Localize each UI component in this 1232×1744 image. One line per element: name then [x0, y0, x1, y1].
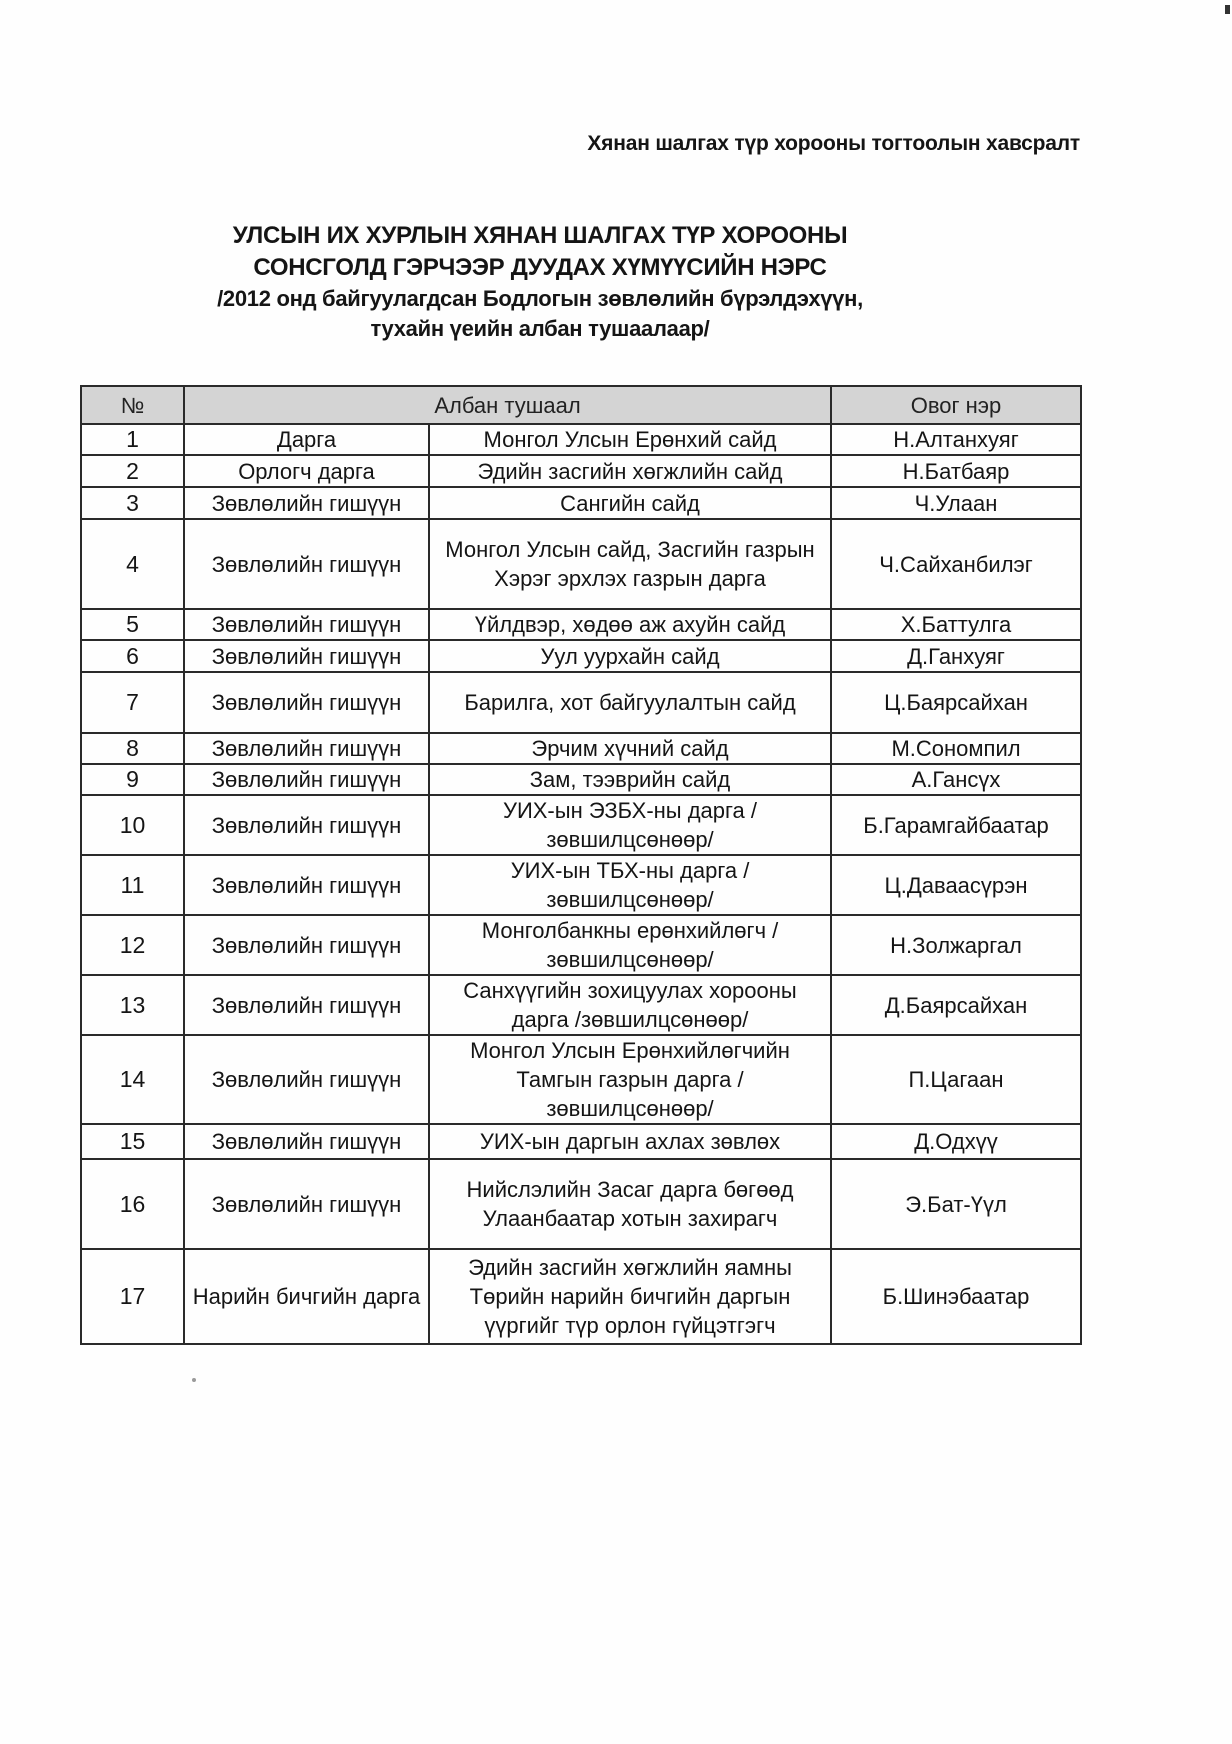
row-name: Д.Одхүү: [831, 1124, 1081, 1159]
table-row: [81, 1035, 1081, 1124]
row-position: Эдийн засгийн хөгжлийн яамны Төрийн нарийн бичгийн даргын үүргийг түр орлон гүйцэтгэгч: [429, 1249, 831, 1344]
document-title: [160, 220, 920, 344]
row-role: Зөвлөлийн гишүүн: [184, 855, 429, 915]
table-row: [81, 519, 1081, 609]
row-number: 13: [81, 975, 184, 1035]
row-position: Монгол Улсын сайд, Засгийн газрын Хэрэг эрхлэх газрын дарга: [429, 519, 831, 609]
row-name: А.Гансүх: [831, 764, 1081, 795]
row-name: Ч.Улаан: [831, 487, 1081, 519]
row-role: Дарга: [184, 424, 429, 455]
row-number: 11: [81, 855, 184, 915]
row-role: Зөвлөлийн гишүүн: [184, 1035, 429, 1124]
row-role: Зөвлөлийн гишүүн: [184, 764, 429, 795]
row-role: Зөвлөлийн гишүүн: [184, 795, 429, 855]
row-position: Зам, тээврийн сайд: [429, 764, 831, 795]
row-number: 5: [81, 609, 184, 640]
row-number: 9: [81, 764, 184, 795]
subtitle-line-2: тухайн үеийн албан тушаалаар/: [370, 316, 710, 341]
row-name: Ц.Даваасүрэн: [831, 855, 1081, 915]
row-position: Монгол Улсын Ерөнхий сайд: [429, 424, 831, 455]
title-line-1: УЛСЫН ИХ ХУРЛЫН ХЯНАН ШАЛГАХ ТҮР ХОРООНЫ: [232, 222, 848, 249]
row-role: Зөвлөлийн гишүүн: [184, 975, 429, 1035]
table-row: [81, 915, 1081, 975]
row-number: 2: [81, 455, 184, 487]
table-body: [81, 424, 1081, 1344]
table-row: [81, 1124, 1081, 1159]
scan-artifact-mark: [1225, 5, 1230, 14]
row-position: Сангийн сайд: [429, 487, 831, 519]
row-number: 10: [81, 795, 184, 855]
row-name: М.Сономпил: [831, 733, 1081, 764]
row-name: Ч.Сайханбилэг: [831, 519, 1081, 609]
row-position: УИХ-ын ЭЗБХ-ны дарга /зөвшилцсөнөөр/: [429, 795, 831, 855]
row-name: Д.Баярсайхан: [831, 975, 1081, 1035]
row-role: Нарийн бичгийн дарга: [184, 1249, 429, 1344]
row-role: Зөвлөлийн гишүүн: [184, 733, 429, 764]
row-role: Зөвлөлийн гишүүн: [184, 915, 429, 975]
row-number: 15: [81, 1124, 184, 1159]
row-name: Х.Баттулга: [831, 609, 1081, 640]
header-number: №: [81, 386, 184, 424]
table-row: [81, 672, 1081, 733]
row-number: 16: [81, 1159, 184, 1249]
table-row: [81, 975, 1081, 1035]
row-position: Монгол Улсын Ерөнхийлөгчийн Тамгын газрын дарга /зөвшилцсөнөөр/: [429, 1035, 831, 1124]
row-role: Зөвлөлийн гишүүн: [184, 1124, 429, 1159]
row-position: Санхүүгийн зохицуулах хорооны дарга /зөвшилцсөнөөр/: [429, 975, 831, 1035]
row-position: Монголбанкны ерөнхийлөгч /зөвшилцсөнөөр/: [429, 915, 831, 975]
row-name: Э.Бат-Үүл: [831, 1159, 1081, 1249]
row-name: Б.Гарамгайбаатар: [831, 795, 1081, 855]
row-position: Үйлдвэр, хөдөө аж ахуйн сайд: [429, 609, 831, 640]
table-row: [81, 733, 1081, 764]
row-position: Эрчим хүчний сайд: [429, 733, 831, 764]
scan-artifact-dot: [192, 1378, 196, 1382]
subtitle-line-1: /2012 онд байгуулагдсан Бодлогын зөвлөлийн бүрэлдэхүүн,: [217, 286, 863, 311]
table-row: [81, 640, 1081, 672]
row-position: УИХ-ын даргын ахлах зөвлөх: [429, 1124, 831, 1159]
row-position: УИХ-ын ТБХ-ны дарга /зөвшилцсөнөөр/: [429, 855, 831, 915]
row-role: Орлогч дарга: [184, 455, 429, 487]
row-name: Ц.Баярсайхан: [831, 672, 1081, 733]
table-row: [81, 1249, 1081, 1344]
row-position: Нийслэлийн Засаг дарга бөгөөд Улаанбаатар хотын захирагч: [429, 1159, 831, 1249]
row-number: 8: [81, 733, 184, 764]
annex-note: Хянан шалгах түр хорооны тогтоолын хавсралт: [587, 132, 1080, 155]
row-number: 14: [81, 1035, 184, 1124]
row-role: Зөвлөлийн гишүүн: [184, 640, 429, 672]
header-name: Овог нэр: [831, 386, 1081, 424]
row-number: 3: [81, 487, 184, 519]
row-number: 7: [81, 672, 184, 733]
row-number: 12: [81, 915, 184, 975]
row-role: Зөвлөлийн гишүүн: [184, 672, 429, 733]
row-name: Д.Ганхуяг: [831, 640, 1081, 672]
table-row: [81, 795, 1081, 855]
row-name: Н.Золжаргал: [831, 915, 1081, 975]
row-name: Н.Батбаяр: [831, 455, 1081, 487]
table-row: [81, 609, 1081, 640]
row-role: Зөвлөлийн гишүүн: [184, 519, 429, 609]
row-position: Барилга, хот байгуулалтын сайд: [429, 672, 831, 733]
header-position: Албан тушаал: [184, 386, 831, 424]
table-row: [81, 764, 1081, 795]
table-row: [81, 1159, 1081, 1249]
table-header-row: [81, 386, 1081, 424]
row-number: 4: [81, 519, 184, 609]
witness-table: [80, 385, 1082, 1345]
table-row: [81, 424, 1081, 455]
row-number: 17: [81, 1249, 184, 1344]
table-row: [81, 455, 1081, 487]
row-role: Зөвлөлийн гишүүн: [184, 1159, 429, 1249]
table-row: [81, 487, 1081, 519]
row-name: П.Цагаан: [831, 1035, 1081, 1124]
row-name: Б.Шинэбаатар: [831, 1249, 1081, 1344]
row-name: Н.Алтанхуяг: [831, 424, 1081, 455]
row-number: 1: [81, 424, 184, 455]
row-number: 6: [81, 640, 184, 672]
row-role: Зөвлөлийн гишүүн: [184, 609, 429, 640]
table-row: [81, 855, 1081, 915]
row-role: Зөвлөлийн гишүүн: [184, 487, 429, 519]
row-position: Уул уурхайн сайд: [429, 640, 831, 672]
row-position: Эдийн засгийн хөгжлийн сайд: [429, 455, 831, 487]
title-line-2: СОНСГОЛД ГЭРЧЭЭР ДУУДАХ ХҮМҮҮСИЙН НЭРС: [253, 254, 827, 281]
